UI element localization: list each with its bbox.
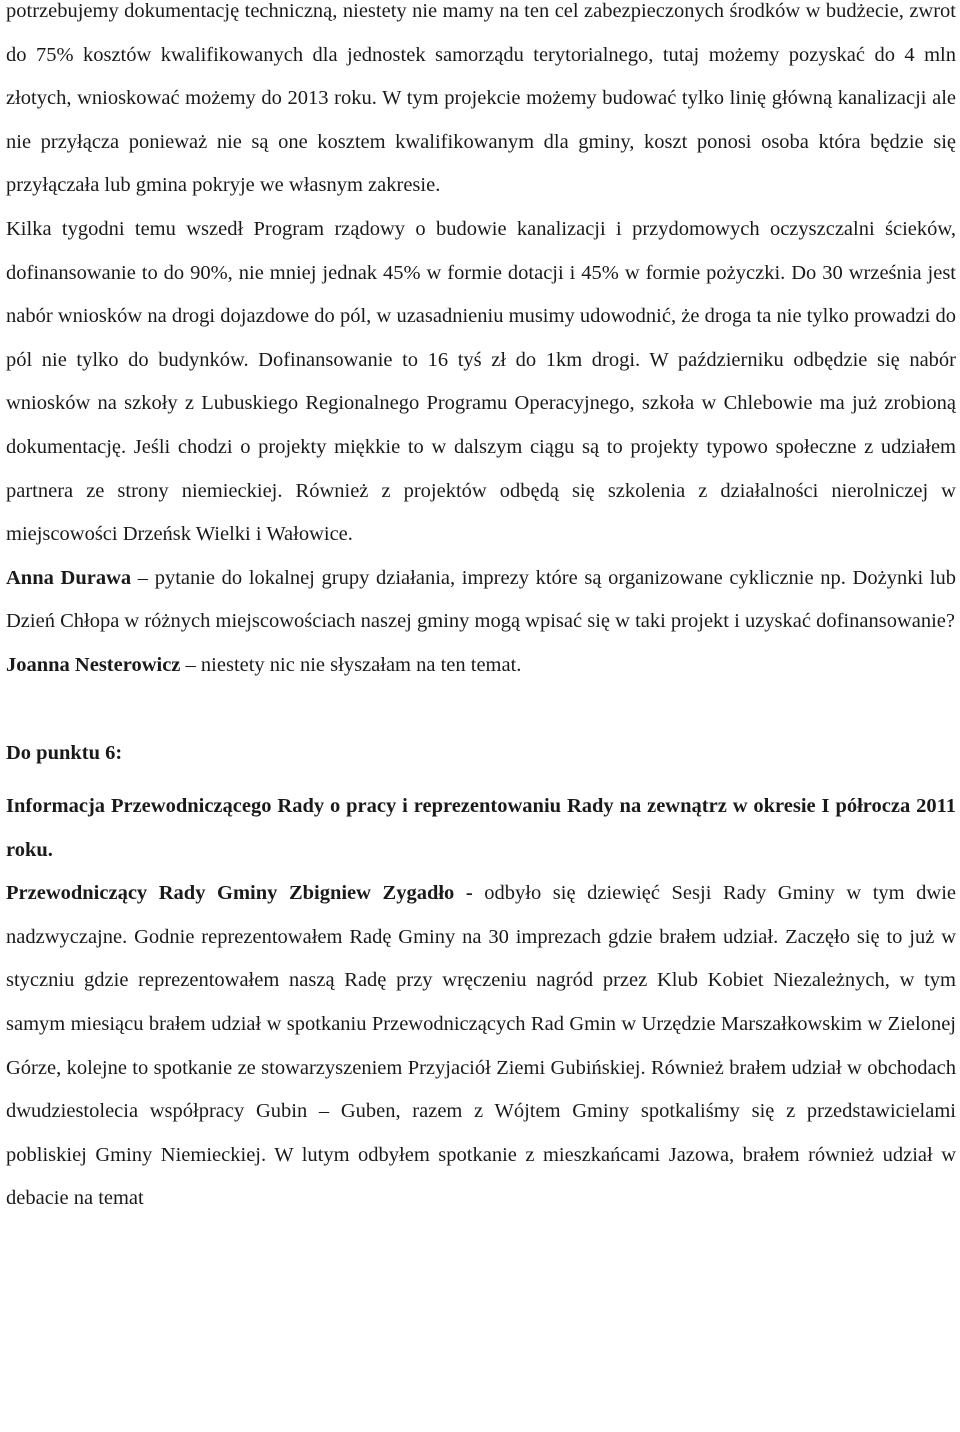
section-heading: Do punktu 6:	[6, 741, 123, 764]
section-title: Informacja Przewodniczącego Rady o pracy i reprezentowaniu Rady na zewnątrz w okresie I półrocza 2011 roku.	[6, 795, 956, 861]
speaker-statement: – niestety nic nie słyszałam na ten temat.	[180, 653, 522, 676]
speaker-paragraph	[6, 872, 956, 1221]
speaker-statement: odbyło się dziewięć Sesji Rady Gminy w tym dwie nadzwyczajne. Godnie reprezentowałem Radę Gminy na 30 imprezach gdzie brałem udział. Zaczęło się to już w styczniu gdzie reprezentowałem naszą Radę przy wręczeniu nagród przez Klub Kobiet Niezależnych, w tym samym miesiącu brałem udział w spotkaniu Przewodniczących Rad Gmin w Urzędzie Marszałkowskim w Zielonej Górze, kolejne to spotkanie ze stowarzyszeniem Przyjaciół Ziemi Gubińskiej. Również brałem udział w obchodach dwudziestolecia współpracy Gubin – Guben, razem z Wójtem Gminy spotkaliśmy się z przedstawicielami pobliskiej Gminy Niemieckiej. W lutym odbyłem spotkanie z mieszkańcami Jazowa, brałem również udział w debacie na temat	[6, 882, 956, 1210]
paragraph-text: potrzebujemy dokumentację techniczną, niestety nie mamy na ten cel zabezpieczonych środków w budżecie, zwrot do 75% kosztów kwalifikowanych dla jednostek samorządu terytorialnego, tutaj możemy pozyskać do 4 mln złotych, wnioskować możemy do 2013 roku.	[6, 0, 956, 110]
document-page	[6, 0, 956, 1221]
body-paragraph	[6, 208, 956, 557]
body-paragraph	[6, 0, 956, 208]
paragraph-text: Kilka tygodni temu wszedł Program rządowy o budowie kanalizacji i przydomowych oczyszczalni ścieków, dofinansowanie to do 90%, nie mniej jednak 45% w formie dotacji i 45% w formie pożyczki. Do 30 września jest nabór wniosków na drogi dojazdowe do pól, w uzasadnieniu musimy udowodnić, że droga ta nie tylko prowadzi do pól nie tylko do budynków. Dofinansowanie to 16 tyś zł do 1km drogi. W październiku odbędzie się nabór wniosków na szkoły z Lubuskiego Regionalnego Programu Operacyjnego, szkoła w Chlebowie ma już zrobioną dokumentację. Jeśli chodzi o projekty miękkie to w dalszym ciągu są to projekty typowo społeczne z udziałem partnera ze strony niemieckiej. Również z projektów odbędą się szkolenia z działalności nierolniczej w miejscowości Drzeńsk Wielki i Wałowice.	[6, 217, 956, 546]
speaker-name: Przewodniczący Rady Gminy Zbigniew Zygadło -	[6, 882, 473, 905]
speaker-paragraph	[6, 644, 956, 688]
speaker-paragraph	[6, 557, 956, 644]
speaker-name: Joanna Nesterowicz	[6, 653, 181, 676]
section-spacer	[6, 688, 956, 732]
speaker-statement: – pytanie do lokalnej grupy działania, imprezy które są organizowane cyklicznie np. Dożynki lub Dzień Chłopa w różnych miejscowościach naszej gminy mogą wpisać się w taki projekt i uzyskać dofinansowanie?	[6, 566, 956, 633]
speaker-name: Anna Durawa	[6, 566, 132, 589]
paragraph-text: W tym projekcie możemy budować tylko linię główną kanalizacji ale nie przyłącza ponieważ nie są one kosztem kwalifikowanym dla gminy, koszt ponosi osoba która będzie się przyłączała lub gmina pokryje we własnym zakresie.	[6, 87, 956, 197]
